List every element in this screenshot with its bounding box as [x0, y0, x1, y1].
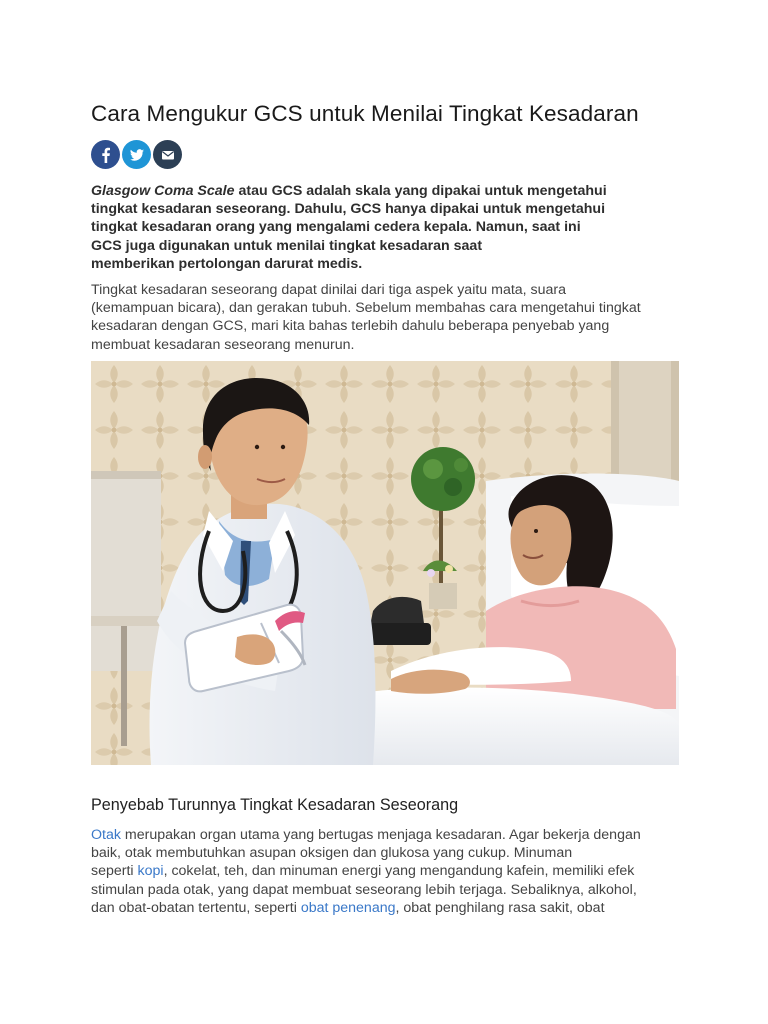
facebook-share-button[interactable]: [91, 140, 120, 169]
intro-text: tingkat kesadaran orang yang mengalami cedera kepala. Namun, saat ini: [91, 219, 581, 236]
section-heading: Penyebab Turunnya Tingkat Kesadaran Seseorang: [91, 796, 459, 814]
paragraph-text: seperti: [91, 863, 138, 880]
body-paragraph-1: [91, 281, 681, 354]
twitter-icon: [129, 147, 145, 163]
page-title: Cara Mengukur GCS untuk Menilai Tingkat Kesadaran: [91, 101, 639, 126]
intro-text: atau GCS adalah skala yang dipakai untuk mengetahui: [234, 183, 607, 199]
paragraph-text: membuat kesadaran seseorang menurun.: [91, 336, 355, 353]
paragraph-text: kesadaran dengan GCS, mari kita bahas terlebih dahulu beberapa penyebab yang: [91, 318, 610, 335]
article-photo-doctor-patient: [91, 361, 679, 765]
intro-paragraph: [91, 182, 651, 273]
paragraph-text: Tingkat kesadaran seseorang dapat dinilai dari tiga aspek yaitu mata, suara: [91, 282, 567, 298]
email-share-button[interactable]: [153, 140, 182, 169]
intro-term: Glasgow Coma Scale: [91, 183, 235, 199]
paragraph-text: , cokelat, teh, dan minuman energi yang mengandung kafein, memiliki efek: [163, 863, 635, 880]
intro-text: tingkat kesadaran seseorang. Dahulu, GCS hanya dipakai untuk mengetahui: [91, 201, 606, 218]
share-bar: [91, 140, 182, 169]
paragraph-text: , obat penghilang rasa sakit, obat: [395, 899, 605, 916]
link-kopi[interactable]: kopi: [137, 863, 164, 880]
photo-illustration: [91, 361, 679, 765]
paragraph-text: baik, otak membutuhkan asupan oksigen dan glukosa yang cukup. Minuman: [91, 845, 573, 862]
intro-text: GCS juga digunakan untuk menilai tingkat kesadaran saat: [91, 237, 483, 254]
twitter-share-button[interactable]: [122, 140, 151, 169]
link-obat-penenang[interactable]: obat penenang: [300, 899, 396, 916]
link-otak[interactable]: Otak: [91, 827, 121, 843]
paragraph-text: dan obat-obatan tertentu, seperti: [91, 899, 301, 916]
paragraph-text: stimulan pada otak, yang dapat membuat seseorang lebih terjaga. Sebaliknya, alkohol,: [91, 881, 637, 898]
facebook-icon: [98, 147, 114, 163]
body-paragraph-2: [91, 826, 681, 917]
paragraph-text: (kemampuan bicara), dan gerakan tubuh. Sebelum membahas cara mengetahui tingkat: [91, 300, 641, 317]
paragraph-text: merupakan organ utama yang bertugas menjaga kesadaran. Agar bekerja dengan: [120, 827, 641, 843]
intro-text: memberikan pertolongan darurat medis.: [91, 255, 363, 272]
email-icon: [160, 147, 176, 163]
